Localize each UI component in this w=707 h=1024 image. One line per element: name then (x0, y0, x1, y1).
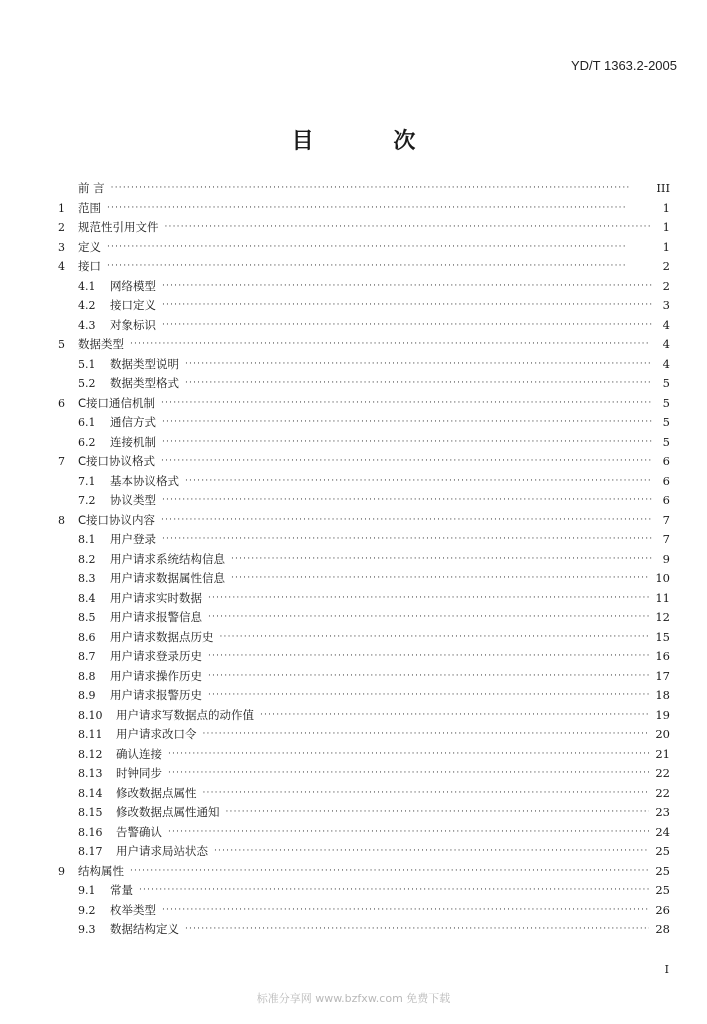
toc-entry-label: 用户请求数据点历史 (110, 629, 214, 644)
toc-entry[interactable] (58, 355, 670, 375)
toc-entry-page: 7 (662, 512, 670, 527)
toc-entry-page: 24 (655, 824, 670, 839)
toc-entry-page: 20 (655, 727, 670, 741)
toc-entry-page: 6 (662, 493, 670, 507)
toc-entry-number: 6.1 (78, 416, 96, 429)
toc-entry-page: 19 (655, 707, 670, 722)
toc-entry-label: 用户请求报警历史 (110, 688, 202, 702)
toc-entry[interactable] (58, 764, 670, 784)
toc-entry-label: 修改数据点属性通知 (116, 805, 220, 819)
toc-entry-label: 协议类型 (110, 493, 156, 507)
toc-entry-number: 8.2 (78, 552, 96, 566)
toc-entry-number: 7 (58, 455, 65, 468)
toc-entry-number: 3 (58, 240, 65, 254)
toc-entry[interactable] (58, 277, 670, 297)
toc-entry-page: 1 (662, 239, 670, 254)
dot-leader (165, 218, 653, 238)
toc-entry-number: 5.1 (78, 357, 96, 371)
toc-entry-number: 6 (58, 396, 65, 410)
toc-entry-number: 9.2 (78, 903, 96, 917)
toc-entry[interactable] (58, 257, 670, 277)
toc-entry[interactable] (58, 452, 670, 472)
toc-entry-number: 8.6 (78, 630, 96, 644)
toc-entry-page: 7 (662, 532, 670, 546)
toc-entry-label: 范围 (78, 200, 101, 215)
toc-entry-page: 4 (662, 317, 670, 332)
toc-entry[interactable] (58, 530, 670, 550)
dot-leader (208, 608, 649, 628)
dot-leader (162, 530, 652, 550)
toc-entry-page: 5 (662, 434, 670, 449)
dot-leader (168, 745, 649, 765)
toc-entry-label: 用户请求登录历史 (110, 649, 202, 663)
toc-entry[interactable] (58, 491, 670, 511)
toc-entry[interactable] (58, 218, 670, 238)
toc-entry-label: 数据类型 (78, 337, 124, 351)
toc-entry[interactable] (58, 374, 670, 394)
toc-entry-number: 2 (58, 221, 65, 234)
dot-leader (107, 238, 652, 258)
toc-entry[interactable] (58, 316, 670, 336)
toc-entry-page: 15 (655, 629, 670, 644)
toc-entry-number: 8.15 (78, 806, 103, 819)
toc-entry-number: 9 (58, 864, 65, 878)
toc-entry-number: 8.13 (78, 767, 103, 780)
toc-entry-label: 网络模型 (110, 278, 156, 293)
toc-entry-label: 用户登录 (110, 532, 156, 546)
toc-entry-label: 前 言 (78, 181, 105, 195)
toc-entry-label: 用户请求报警信息 (110, 610, 202, 624)
toc-entry[interactable] (58, 550, 670, 570)
toc-entry-label: 告警确认 (116, 824, 162, 839)
toc-entry-page: 21 (655, 746, 670, 761)
toc-entry-number: 8.10 (78, 708, 103, 722)
toc-entry-label: 通信方式 (110, 415, 156, 429)
dot-leader (185, 920, 649, 940)
page-number: I (664, 963, 669, 976)
toc-entry-label: 规范性引用文件 (78, 220, 159, 234)
toc-entry-label: 结构属性 (78, 863, 124, 878)
toc-entry[interactable] (58, 920, 670, 940)
toc-entry[interactable] (58, 511, 670, 531)
toc-entry-number: 4.2 (78, 299, 96, 312)
toc-entry-label: 用户请求改口令 (116, 727, 197, 741)
dot-leader (208, 667, 649, 687)
toc-entry-page: 2 (662, 278, 670, 293)
toc-entry-page: 2 (662, 259, 670, 273)
toc-entry-page: III (656, 181, 670, 195)
toc-entry-page: 6 (662, 454, 670, 468)
toc-entry-label: 用户请求写数据点的动作值 (116, 707, 254, 722)
toc-entry-label: 常量 (110, 883, 133, 897)
toc-entry-number: 7.1 (78, 474, 96, 488)
toc-entry-number: 9.1 (78, 884, 96, 897)
toc-entry-page: 3 (662, 298, 670, 312)
table-of-contents (58, 179, 670, 940)
toc-entry-page: 9 (662, 551, 670, 566)
toc-entry-page: 10 (655, 571, 670, 585)
dot-leader (208, 589, 649, 609)
toc-entry[interactable] (58, 335, 670, 355)
dot-leader (130, 862, 649, 882)
toc-entry-label: 接口 (78, 259, 101, 273)
toc-entry[interactable] (58, 667, 670, 687)
dot-leader (260, 706, 649, 726)
toc-entry-label: 用户请求数据属性信息 (110, 571, 225, 585)
watermark-text: 标准分享网 www.bzfxw.com 免费下载 (256, 992, 451, 1005)
toc-entry-page: 22 (655, 785, 670, 800)
toc-entry[interactable] (58, 706, 670, 726)
toc-entry-number: 8.9 (78, 689, 96, 702)
toc-entry-label: 确认连接 (116, 746, 162, 761)
toc-entry[interactable] (58, 199, 670, 219)
toc-entry[interactable] (58, 881, 670, 901)
toc-entry-label: C接口协议格式 (78, 454, 156, 468)
toc-entry-page: 25 (655, 863, 670, 878)
dot-leader (203, 725, 650, 745)
toc-entry-page: 5 (662, 415, 670, 429)
toc-entry-number: 8.16 (78, 825, 103, 839)
dot-leader (208, 686, 649, 706)
toc-entry-label: 数据类型说明 (110, 356, 179, 371)
toc-entry[interactable] (58, 589, 670, 609)
toc-entry-page: 5 (662, 395, 670, 410)
dot-leader (111, 179, 651, 199)
toc-entry-number: 8.3 (78, 572, 96, 585)
toc-entry-number: 8.4 (78, 591, 96, 605)
dot-leader (107, 199, 652, 219)
toc-entry-number: 5.2 (78, 377, 96, 390)
toc-entry[interactable] (58, 179, 670, 199)
toc-entry-page: 26 (655, 902, 670, 917)
toc-entry[interactable] (58, 296, 670, 316)
toc-entry[interactable] (58, 238, 670, 258)
toc-entry-label: 连接机制 (110, 434, 156, 449)
toc-entry-page: 5 (662, 376, 670, 390)
toc-entry-page: 12 (655, 610, 670, 624)
dot-leader (162, 413, 652, 433)
toc-entry-page: 4 (662, 356, 670, 371)
toc-entry-page: 6 (662, 473, 670, 488)
toc-entry-page: 4 (662, 337, 670, 351)
toc-entry[interactable] (58, 901, 670, 921)
toc-entry-number: 1 (58, 201, 65, 215)
toc-entry-number: 7.2 (78, 494, 96, 507)
toc-entry-number: 8.7 (78, 650, 96, 663)
toc-entry[interactable] (58, 569, 670, 589)
dot-leader (139, 881, 649, 901)
toc-entry-label: 用户请求操作历史 (110, 668, 202, 683)
toc-entry[interactable] (58, 725, 670, 745)
toc-entry[interactable] (58, 823, 670, 843)
toc-entry-page: 25 (655, 883, 670, 897)
toc-entry[interactable] (58, 647, 670, 667)
toc-entry[interactable] (58, 784, 670, 804)
toc-entry-number: 8 (58, 513, 65, 527)
dot-leader (220, 628, 650, 648)
dot-leader (226, 803, 650, 823)
dot-leader (214, 842, 649, 862)
toc-entry-number: 4.1 (78, 279, 96, 293)
toc-entry-number: 8.8 (78, 669, 96, 683)
toc-entry-page: 28 (655, 922, 670, 936)
toc-entry-number: 8.14 (78, 786, 103, 800)
dot-leader (162, 277, 652, 297)
toc-entry[interactable] (58, 433, 670, 453)
dot-leader (161, 452, 652, 472)
toc-entry-label: 枚举类型 (110, 902, 156, 917)
toc-entry-page: 1 (662, 220, 670, 234)
toc-entry-page: 22 (655, 766, 670, 780)
toc-entry-label: 修改数据点属性 (116, 785, 197, 800)
toc-entry-number: 8.11 (78, 728, 103, 741)
toc-entry[interactable] (58, 686, 670, 706)
toc-entry[interactable] (58, 745, 670, 765)
toc-entry-page: 18 (655, 688, 670, 702)
dot-leader (185, 472, 652, 492)
toc-entry-page: 11 (655, 590, 670, 605)
toc-entry-number: 4 (58, 260, 65, 273)
dot-leader (168, 764, 649, 784)
toc-entry[interactable] (58, 608, 670, 628)
dot-leader (162, 296, 652, 316)
toc-entry-label: 用户请求系统结构信息 (110, 551, 225, 566)
toc-entry-label: 定义 (78, 239, 101, 254)
toc-entry[interactable] (58, 628, 670, 648)
toc-entry-label: 接口定义 (110, 298, 156, 312)
dot-leader (231, 550, 652, 570)
toc-entry[interactable] (58, 472, 670, 492)
dot-leader (162, 433, 652, 453)
toc-entry-label: 用户请求局站状态 (116, 844, 208, 858)
toc-entry-label: 数据结构定义 (110, 922, 179, 936)
toc-entry-number: 4.3 (78, 318, 96, 332)
dot-leader (185, 355, 652, 375)
dot-leader (168, 823, 649, 843)
dot-leader (203, 784, 650, 804)
dot-leader (162, 901, 649, 921)
toc-entry-label: 用户请求实时数据 (110, 590, 202, 605)
dot-leader (208, 647, 649, 667)
toc-entry-page: 25 (655, 844, 670, 858)
dot-leader (231, 569, 649, 589)
dot-leader (130, 335, 652, 355)
page-title: 目 次 (291, 128, 452, 154)
toc-entry[interactable] (58, 413, 670, 433)
toc-entry-label: 基本协议格式 (110, 473, 179, 488)
toc-entry[interactable] (58, 394, 670, 414)
dot-leader (162, 491, 652, 511)
toc-entry[interactable] (58, 842, 670, 862)
toc-entry-page: 16 (655, 649, 670, 663)
toc-entry[interactable] (58, 862, 670, 882)
toc-entry-page: 23 (655, 805, 670, 819)
document-code: YD/T 1363.2-2005 (571, 58, 677, 73)
toc-entry-label: 数据类型格式 (110, 376, 179, 390)
toc-entry-number: 6.2 (78, 435, 96, 449)
toc-entry-label: 时钟同步 (116, 766, 162, 780)
toc-entry-number: 9.3 (78, 923, 96, 936)
toc-entry-page: 1 (662, 200, 670, 215)
dot-leader (161, 394, 652, 414)
toc-entry[interactable] (58, 803, 670, 823)
toc-entry-number: 8.1 (78, 533, 96, 546)
toc-entry-number: 8.12 (78, 747, 103, 761)
toc-entry-page: 17 (655, 668, 670, 683)
toc-entry-label: 对象标识 (110, 317, 156, 332)
dot-leader (185, 374, 652, 394)
toc-entry-number: 8.5 (78, 611, 96, 624)
dot-leader (161, 511, 652, 531)
toc-entry-number: 8.17 (78, 845, 103, 858)
toc-entry-label: C接口协议内容 (78, 512, 156, 527)
toc-entry-number: 5 (58, 338, 65, 351)
dot-leader (162, 316, 652, 336)
dot-leader (107, 257, 652, 277)
toc-entry-label: C接口通信机制 (78, 395, 156, 410)
